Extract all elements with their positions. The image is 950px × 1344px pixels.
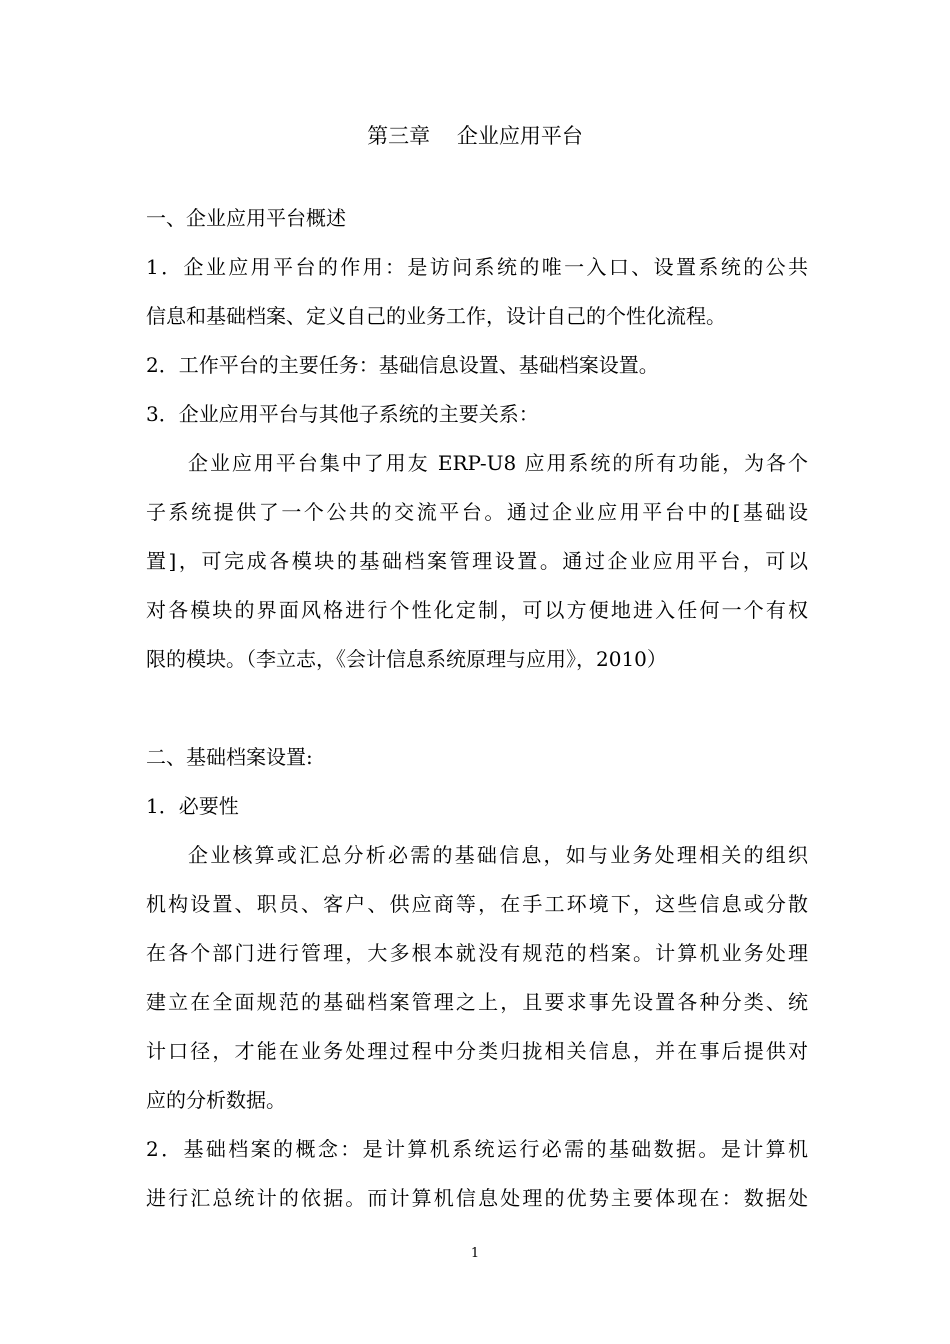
paragraph-line: 应的分析数据。: [146, 1088, 286, 1112]
paragraph-line: 限的模块。（李立志，《会计信息系统原理与应用》，2010）: [146, 647, 667, 671]
paragraph-line: 建立在全面规范的基础档案管理之上，且要求事先设置各种分类、统: [146, 990, 808, 1014]
paragraph-line: 机构设置、职员、客户、供应商等，在手工环境下，这些信息或分散: [146, 892, 808, 916]
paragraph-line: 计口径，才能在业务处理过程中分类归拢相关信息，并在事后提供对: [146, 1039, 808, 1063]
paragraph-line: 在各个部门进行管理，大多根本就没有规范的档案。计算机业务处理: [146, 941, 808, 965]
section-heading-overview: 一、企业应用平台概述: [146, 206, 346, 230]
section-heading-archive: 二、基础档案设置:: [146, 745, 313, 769]
paragraph-line: 3．企业应用平台与其他子系统的主要关系：: [146, 402, 539, 426]
paragraph-line: 企业应用平台集中了用友 ERP-U8 应用系统的所有功能，为各个: [188, 451, 808, 475]
paragraph-line: 置]，可完成各模块的基础档案管理设置。通过企业应用平台，可以: [146, 549, 808, 573]
paragraph-line: 2．基础档案的概念：是计算机系统运行必需的基础数据。是计算机: [146, 1137, 808, 1161]
paragraph-line: 1．必要性: [146, 794, 239, 818]
paragraph-line: 2．工作平台的主要任务：基础信息设置、基础档案设置。: [146, 353, 659, 377]
document-body: [146, 194, 808, 1223]
paragraph-line: 1．企业应用平台的作用：是访问系统的唯一入口、设置系统的公共: [146, 255, 808, 279]
paragraph-line: 进行汇总统计的依据。而计算机信息处理的优势主要体现在：数据处: [146, 1186, 808, 1210]
paragraph-line: 子系统提供了一个公共的交流平台。通过企业应用平台中的[基础设: [146, 500, 808, 524]
blank-line: [146, 684, 808, 733]
paragraph-line: 对各模块的界面风格进行个性化定制，可以方便地进入任何一个有权: [146, 598, 808, 622]
page-number: 1: [470, 1246, 480, 1261]
paragraph-line: 企业核算或汇总分析必需的基础信息，如与业务处理相关的组织: [188, 843, 808, 867]
chapter-title: 第三章 企业应用平台: [367, 124, 583, 148]
paragraph-line: 信息和基础档案、定义自己的业务工作，设计自己的个性化流程。: [146, 304, 726, 328]
